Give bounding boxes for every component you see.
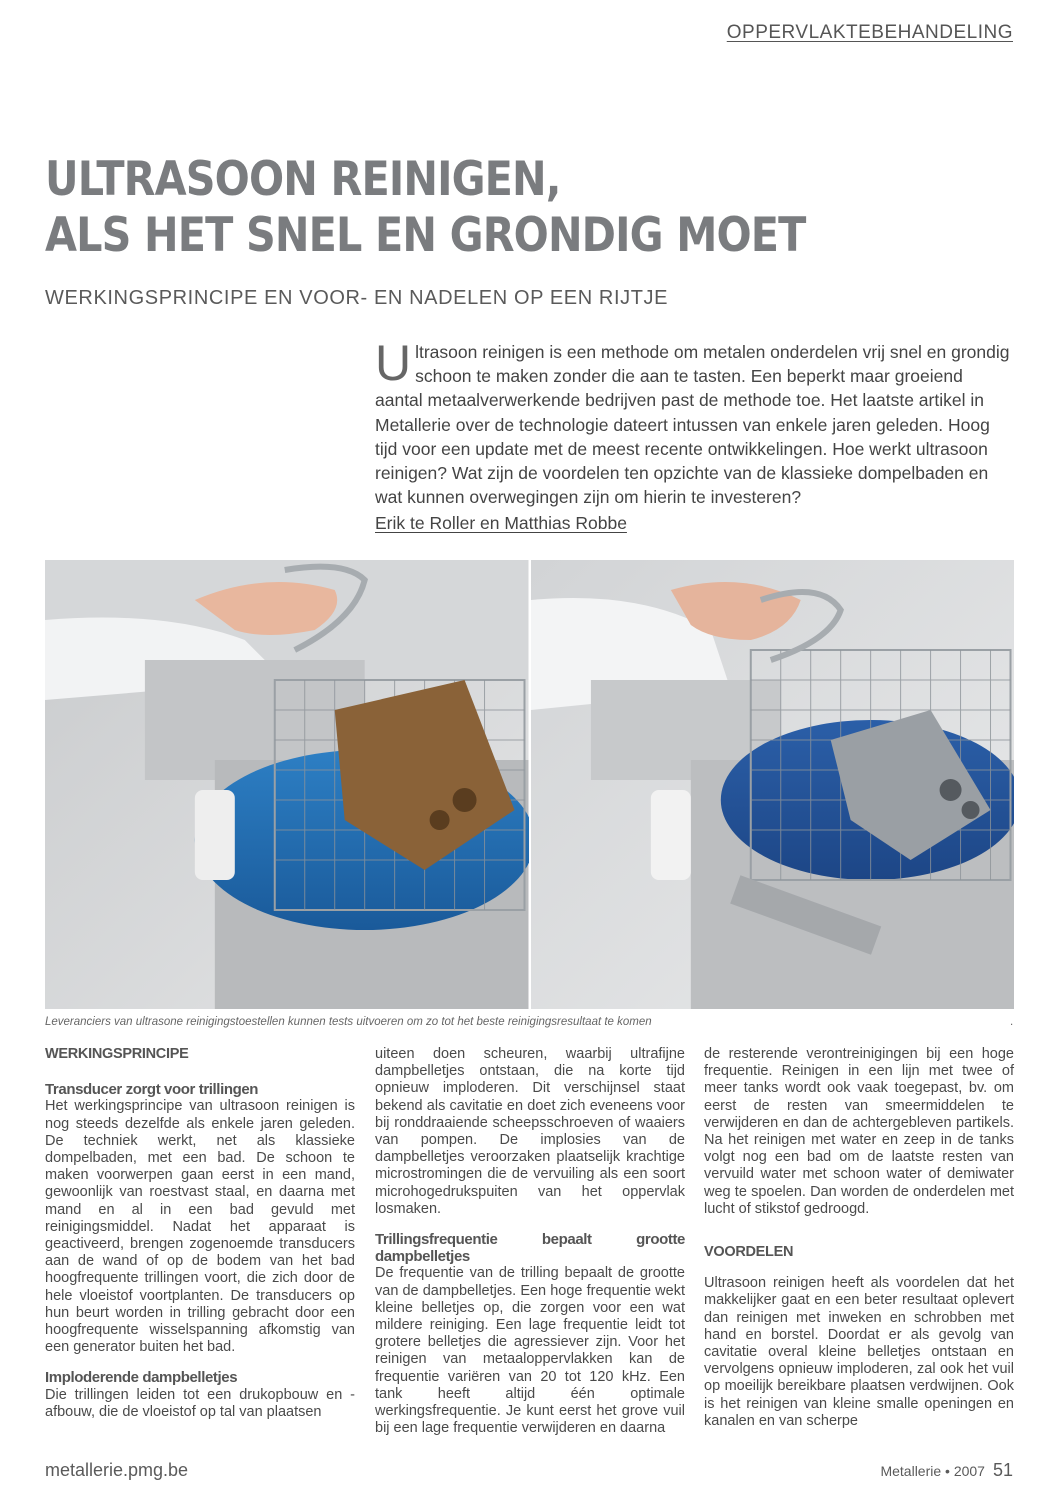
- paragraph: Het werkingsprincipe van ultrasoon reinigen is nog steeds dezelfde als enkele jaren geleden. De techniek werkt, net als klassieke dompelbaden, met een bad. De schoon te maken voorwerpen gaan eerst in een mand, gewoonlijk van roestvast staal, en daarna met mand en al in een bad gevuld met reinigingsmiddel. Nadat het apparaat is geactiveerd, brengen zogenoemde transducers aan de wand of op de bodem van het bad hoogfrequente trillingen voort, die zich door de hele vloeistof voortplanten. De transducers op hun beurt worden in trilling gebracht door een hoogfrequente wisselspanning afkomstig van een generator buiten het bad.: [45, 1098, 355, 1356]
- intro-text: ltrasoon reinigen is een methode om metalen onderdelen vrij snel en grondig schoon te maken zonder die aan te tasten. Een beperkt maar groeiend aantal metaalverwerkende bedrijven past de methode toe. Het laatste artikel in Metallerie over de technologie dateert intussen van enkele jaren geleden. Hoog tijd voor een update met de meest recente ontwikkelingen. Hoe werkt ultrasoon reinigen? Wat zijn de voordelen ten opzichte van de klassieke dompelbaden en wat kunnen overwegingen zijn om hierin te investeren?: [375, 342, 1010, 508]
- subheading-imploderende: Imploderende dampbelletjes: [45, 1369, 238, 1387]
- paragraph: De frequentie van de trilling bepaalt de grootte van de dampbelletjes. Een hoge frequentie wekt kleine belletjes op, die zorgen voor een wat mildere reiniging. Een lage frequentie leidt tot grotere belletjes die agressiever zijn. Voor het reinigen van metaaloppervlakken kan de frequentie variëren van 20 tot 120 kHz. Een tank heeft altijd één optimale werkingsfrequentie. Je kunt eerst het grove vuil bij een lage frequentie verwijderen en daarna: [375, 1265, 685, 1437]
- article-intro: [375, 335, 1015, 509]
- intro-dropcap: U: [375, 335, 412, 391]
- photo-caption: Leveranciers van ultrasone reinigingstoestellen kunnen tests uitvoeren om zo tot het beste reinigingsresultaat te komen: [45, 1016, 652, 1028]
- footer-website: metallerie.pmg.be: [45, 1460, 189, 1480]
- footer-magazine: [880, 1460, 1013, 1481]
- article-byline: Erik te Roller en Matthias Robbe: [375, 513, 627, 533]
- caption-end-mark: .: [1010, 1016, 1014, 1028]
- paragraph: uiteen doen scheuren, waarbij ultrafijne dampbelletjes ontstaan, die na korte tijd opnieuw imploderen. Dit verschijnsel staat bekend als cavitatie en doet zich eveneens voor bij ronddraaiende scheepsschroeven of waaiers van pompen. De implosies van de dampbelletjes veroorzaken plaatselijk krachtige microstromingen die de vervuiling als een soort microhogedrukspuiten van het oppervlak losmaken.: [375, 1046, 685, 1217]
- article-subtitle: WERKINGSPRINCIPE EN VOOR- EN NADELEN OP EEN RIJTJE: [45, 287, 669, 309]
- title-line-1: ULTRASOON REINIGEN,: [45, 152, 561, 207]
- body-column-1: [45, 1046, 355, 1434]
- body-column-3: [704, 1046, 1014, 1443]
- subheading-trillingsfrequentie: Trillingsfrequentie bepaalt grootte dampbelletjes: [375, 1231, 685, 1266]
- paragraph: Ultrasoon reinigen heeft als voordelen dat het makkelijker gaat en een beter resultaat oplevert dan reinigen met inweken en schrobben met hand en borstel. Doordat er als gevolg van cavitatie overal kleine belletjes ontstaan en vervolgens opnieuw imploderen, zal ook het vuil op moeilijk bereikbare plaatsen verdwijnen. Ook is het reinigen van kleine smalle openingen en kanalen en van scherpe: [704, 1275, 1014, 1429]
- footer-magazine-name: Metallerie • 2007: [880, 1463, 985, 1479]
- title-line-2: ALS HET SNEL EN GRONDIG MOET: [45, 208, 806, 263]
- section-label: OPPERVLAKTEBEHANDELING: [726, 22, 1013, 43]
- photo-after-cleaning: [531, 560, 1015, 1009]
- heading-werkingsprincipe: WERKINGSPRINCIPE: [45, 1046, 189, 1062]
- heading-voordelen: VOORDELEN: [704, 1244, 794, 1261]
- photo-after-illustration: [531, 560, 1015, 1009]
- page-number: 51: [992, 1460, 1013, 1480]
- photo-pair: [45, 560, 1014, 1009]
- paragraph: Die trillingen leiden tot een drukopbouw en -afbouw, die de vloeistof op tal van plaatsen: [45, 1386, 355, 1420]
- article-title: [45, 152, 837, 264]
- body-column-2: [375, 1046, 685, 1450]
- subheading-transducer: Transducer zorgt voor trillingen: [45, 1081, 259, 1099]
- paragraph: de resterende verontreinigingen bij een hoge frequentie. Reinigen in een lijn met twee of meer tanks wordt ook vaak toegepast, bv. om eerst de resten van smeermiddelen te verwijderen en dan de achtergebleven partikels. Na het reinigen met water en zeep in de tanks volgt nog een bad om de laatste resten van vervuild water met schoon water of demiwater weg te spoelen. Dan worden de onderdelen met lucht of stikstof gedroogd.: [704, 1046, 1014, 1217]
- photo-before-cleaning: [45, 560, 529, 1009]
- photo-before-illustration: [45, 560, 529, 1009]
